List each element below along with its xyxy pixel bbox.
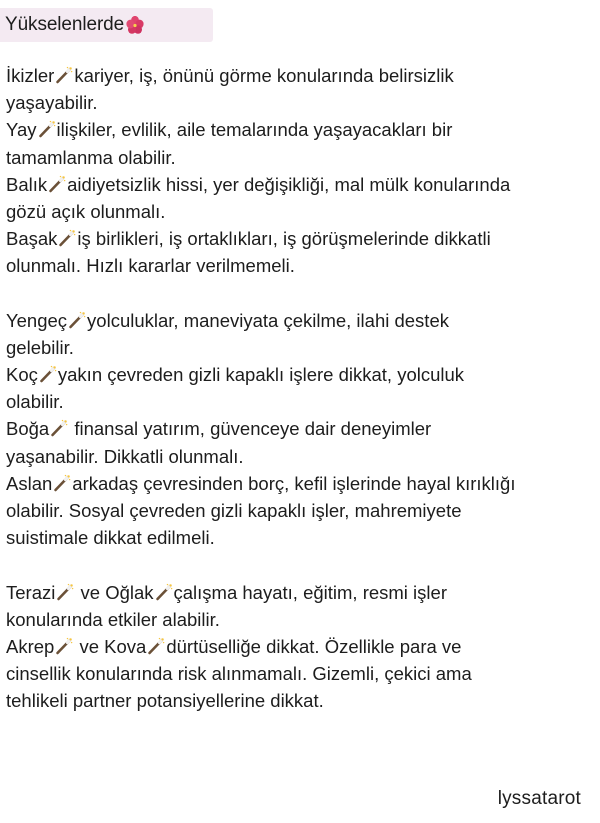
magic-wand-icon (53, 474, 71, 492)
sign-name: Yay (6, 119, 37, 141)
sign-entry-continuation (6, 443, 594, 470)
sign-entry-line (6, 171, 594, 198)
entry-text: dürtüselliğe dikkat. Özellikle para ve (166, 635, 462, 657)
sign-entry-continuation (6, 524, 594, 551)
sign-entry-line (6, 361, 594, 388)
magic-wand-icon (155, 583, 173, 601)
title-banner (0, 8, 213, 42)
entry-text: gözü açık olunmalı. (6, 200, 166, 222)
magic-wand-icon (56, 583, 74, 601)
entry-text: gelebilir. (6, 336, 74, 358)
sign-name: Boğa (6, 418, 50, 440)
sign-name: Yengeç (6, 309, 68, 331)
sign-entry-continuation (6, 606, 594, 633)
entry-text: tamamlanma olabilir. (6, 146, 176, 168)
sign-entry-continuation (6, 252, 594, 279)
sign-joiner: ve (75, 581, 106, 603)
sign-entry-continuation (6, 334, 594, 361)
title-text: Yükselenlerde (5, 14, 125, 35)
sign-name: Oğlak (105, 581, 154, 603)
magic-wand-icon (58, 229, 76, 247)
horoscope-text (6, 62, 594, 715)
sign-entry-line (6, 62, 594, 89)
sign-joiner: ve (74, 635, 105, 657)
magic-wand-icon (55, 66, 73, 84)
entry-text: yakın çevreden gizli kapaklı işlere dikkat, yolculuk (57, 364, 465, 386)
sign-entry-continuation (6, 497, 594, 524)
sign-entry-continuation (6, 144, 594, 171)
entry-text: aidiyetsizlik hissi, yer değişikliği, mal mülk konularında (67, 173, 511, 195)
entry-text: yaşayabilir. (6, 92, 98, 114)
entry-text: kariyer, iş, önünü görme konularında belirsizlik (74, 65, 454, 86)
sign-entry-continuation (6, 89, 594, 116)
entry-text: olunmalı. Hızlı kararlar verilmemeli. (6, 255, 295, 277)
magic-wand-icon (38, 120, 56, 138)
magic-wand-icon (48, 175, 66, 193)
paragraph-gap (6, 280, 594, 307)
entry-text: tehlikeli partner potansiyellerine dikkat. (6, 690, 324, 712)
entry-text: çalışma hayatı, eğitim, resmi işler (173, 581, 447, 603)
entry-text: cinsellik konularında risk alınmamalı. Gizemli, çekici ama (6, 663, 472, 685)
entry-text: ilişkiler, evlilik, aile temalarında yaşayacakları bir (56, 119, 453, 141)
sign-entry-line (6, 307, 594, 334)
sign-entry-line (6, 415, 594, 442)
sign-name: Akrep (6, 635, 55, 657)
sign-entry-continuation (6, 198, 594, 225)
sign-name: Aslan (6, 472, 53, 494)
paragraph-gap (6, 551, 594, 578)
sign-entry-line (6, 116, 594, 143)
sign-entry-line (6, 633, 594, 660)
entry-text: yolculuklar, maneviyata çekilme, ilahi destek (87, 309, 449, 331)
sign-name: Kova (104, 635, 147, 657)
magic-wand-icon (39, 365, 57, 383)
sign-name: İkizler (6, 65, 55, 86)
sign-entry-continuation (6, 660, 594, 687)
entry-text: yaşanabilir. Dikkatli olunmalı. (6, 445, 244, 467)
magic-wand-icon (55, 637, 73, 655)
sign-name: Başak (6, 228, 58, 250)
entry-text: finansal yatırım, güvenceye dair deneyimler (69, 418, 432, 440)
sign-entry-continuation (6, 687, 594, 714)
entry-text: iş birlikleri, iş ortaklıkları, iş görüşmelerinde dikkatli (77, 228, 491, 250)
entry-text: konularında etkiler alabilir. (6, 608, 220, 630)
sign-entry-continuation (6, 388, 594, 415)
magic-wand-icon (147, 637, 165, 655)
sign-name: Terazi (6, 581, 56, 603)
sign-entry-line (6, 225, 594, 252)
entry-text: suistimale dikkat edilmeli. (6, 527, 215, 549)
signature: lyssatarot (497, 788, 581, 809)
magic-wand-icon (50, 419, 68, 437)
sign-entry-line (6, 470, 594, 497)
sign-entry-line (6, 579, 594, 606)
hibiscus-icon (125, 16, 145, 34)
magic-wand-icon (68, 311, 86, 329)
entry-text: olabilir. (6, 391, 64, 413)
entry-text: olabilir. Sosyal çevreden gizli kapaklı işler, mahremiyete (6, 500, 462, 521)
sign-name: Balık (6, 173, 48, 195)
sign-name: Koç (6, 364, 38, 386)
entry-text: arkadaş çevresinden borç, kefil işlerinde hayal kırıklığı (72, 472, 516, 494)
